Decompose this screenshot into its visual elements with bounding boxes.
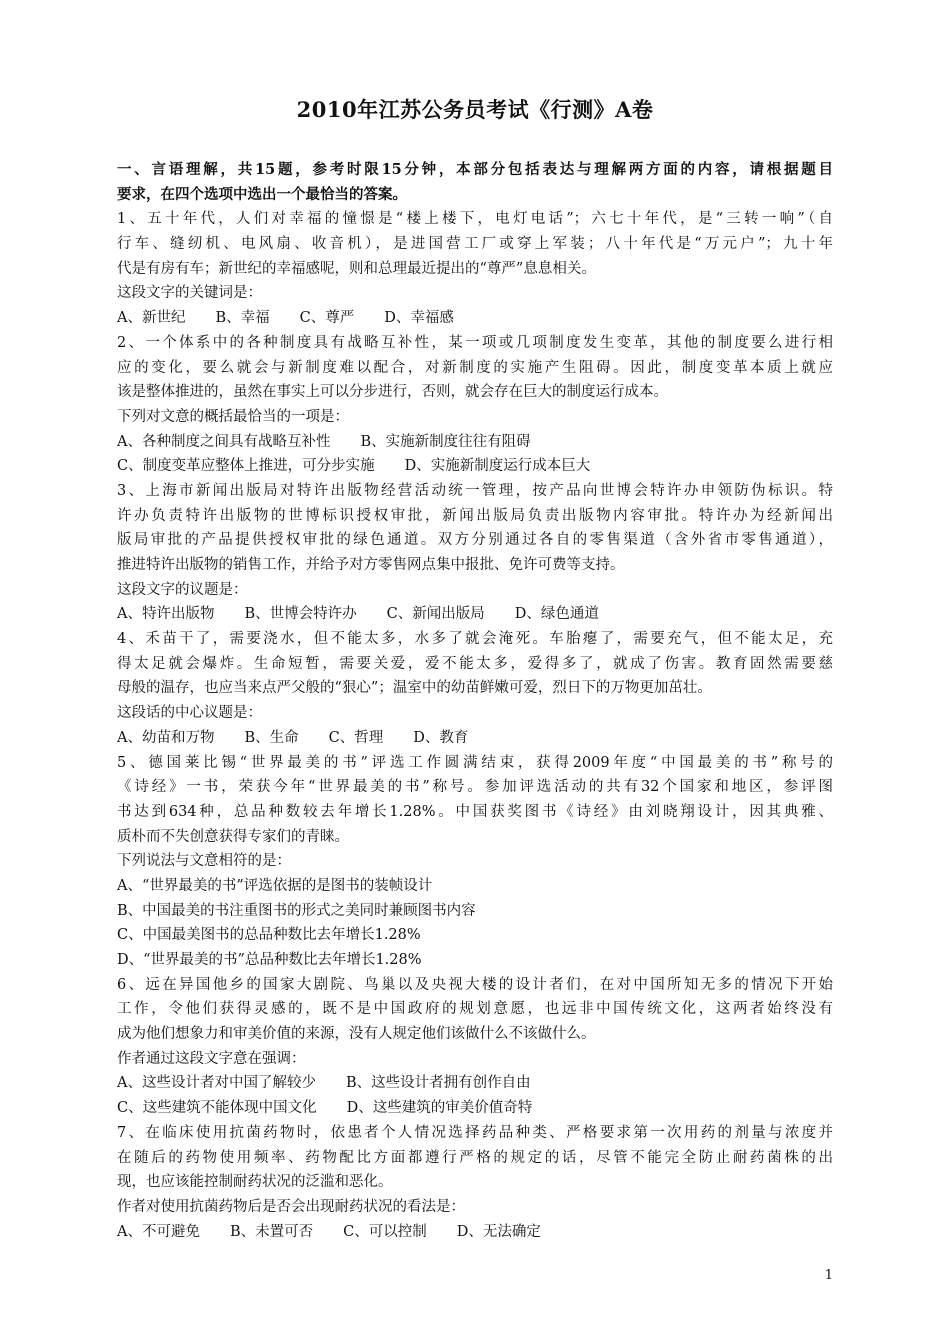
options-row <box>117 1220 833 1245</box>
options-row <box>117 1096 833 1121</box>
answer-option: A、新世纪 <box>117 310 186 327</box>
question-text-line: 现，也应该能控制耐药状况的泛滥和恶化。 <box>117 1174 393 1191</box>
document-body <box>117 158 833 1244</box>
question-text-line: 4、禾苗干了，需要浇水，但不能太多，水多了就会淹死。车胎瘪了，需要充气，但不能太足，充 <box>117 631 833 648</box>
answer-option: A、幼苗和万物 <box>117 729 215 746</box>
question-text-line: 6、远在异国他乡的国家大剧院、鸟巢以及央视大楼的设计者们，在对中国所知无多的情况下开始 <box>117 976 833 993</box>
answer-option: D、绿色通道 <box>514 606 599 623</box>
answer-option: C、新闻出版局 <box>386 606 485 623</box>
question-text-line: 1、五十年代，人们对幸福的憧憬是“楼上楼下，电灯电话”；六七十年代，是“三转一响”（自 <box>117 211 833 228</box>
options-row <box>117 454 833 479</box>
question-text-line: 得太足就会爆炸。生命短暂，需要关爱，爱不能太多，爱得多了，就成了伤害。教育固然需要慈 <box>117 655 833 672</box>
question-text-line: 行车、缝纫机、电风扇、收音机），是进国营工厂或穿上军装；八十年代是“万元户”；九十年 <box>117 236 833 253</box>
answer-option: A、“世界最美的书”评选依据的是图书的装帧设计 <box>117 877 433 894</box>
question-text-line: 3、上海市新闻出版局对特许出版物经营活动统一管理，按产品向世博会特许办申领防伪标识。特 <box>117 482 833 499</box>
answer-option: A、这些设计者对中国了解较少 <box>117 1075 316 1092</box>
answer-option: D、幸福感 <box>384 310 454 327</box>
answer-option: D、无法确定 <box>456 1223 541 1240</box>
page-title: 2010年江苏公务员考试《行测》A卷 <box>296 97 654 122</box>
answer-option: A、不可避免 <box>117 1223 200 1240</box>
question-text-line: 该是整体推进的，虽然在事实上可以分步进行，否则，就会存在巨大的制度运行成本。 <box>117 384 668 401</box>
question-text-line: 母般的温存，也应当来点严父般的“狠心”；温室中的幼苗鲜嫩可爱，烈日下的万物更加茁壮。 <box>117 680 712 697</box>
answer-option: B、中国最美的书注重图书的形式之美同时兼顾图书内容 <box>117 902 476 919</box>
question-block <box>117 751 833 973</box>
options-row <box>117 948 833 973</box>
question-prompt: 作者通过这段文字意在强调： <box>117 1050 306 1067</box>
question-text-line: 代是有房有车；新世纪的幸福感呢，则和总理最近提出的“尊严”息息相关。 <box>117 260 596 277</box>
answer-option: C、这些建筑不能体现中国文化 <box>117 1100 317 1117</box>
options-row <box>117 602 833 627</box>
answer-option: B、未置可否 <box>229 1223 314 1240</box>
answer-option: C、尊严 <box>299 310 355 327</box>
answer-option: B、幸福 <box>215 310 270 327</box>
answer-option: A、特许出版物 <box>117 606 215 623</box>
question-prompt: 这段文字的关键词是： <box>117 285 262 302</box>
question-text-line: 推进特许出版物的销售工作，并给予对方零售网点集中报批、免许可费等支持。 <box>117 557 625 573</box>
question-block <box>117 973 833 1121</box>
options-row <box>117 306 833 331</box>
question-text-line: 版局审批的产品提供授权审批的绿色通道。双方分别通过各自的零售渠道（含外省市零售通道）， <box>117 532 833 549</box>
page-number: 1 <box>824 1268 833 1283</box>
question-text-line: 在随后的药物使用频率、药物配比方面都遵行严格的规定的话，尽管不能完全防止耐药菌株的出 <box>117 1149 833 1166</box>
answer-option: D、教育 <box>413 729 469 746</box>
answer-option: A、各种制度之间具有战略互补性 <box>117 433 331 450</box>
options-row <box>117 874 833 899</box>
question-text-line: 质朴而不失创意获得专家们的青睐。 <box>117 828 349 845</box>
options-row <box>117 430 833 455</box>
question-text-line: 许办负责特许出版物的世博标识授权审批，新闻出版局负责出版物内容审批。特许办为经新闻出 <box>117 507 833 524</box>
question-text-line: 5、德国莱比锡“世界最美的书”评选工作圆满结束，获得2009年度“中国最美的书”称号的 <box>117 754 833 771</box>
answer-option: B、实施新制度往往有阻碍 <box>360 433 531 450</box>
question-prompt: 下列对文意的概括最恰当的一项是： <box>117 408 349 425</box>
options-row <box>117 923 833 948</box>
question-block <box>117 331 833 479</box>
answer-option: D、“世界最美的书”总品种数比去年增长1.28% <box>117 952 422 968</box>
question-prompt: 这段话的中心议题是： <box>117 705 262 722</box>
answer-option: C、可以控制 <box>343 1223 427 1240</box>
section-heading-line: 一、言语理解，共15题，参考时限15分钟，本部分包括表达与理解两方面的内容，请根据题目 <box>117 161 833 178</box>
options-row <box>117 726 833 751</box>
question-block <box>117 627 833 750</box>
answer-option: C、中国最美图书的总品种数比去年增长1.28% <box>117 927 421 944</box>
section-heading-line: 要求，在四个选项中选出一个最恰当的答案。 <box>117 185 407 203</box>
question-text-line: 书达到634种，总品种数较去年增长1.28%。中国获奖图书《诗经》由刘晓翔设计，因其典雅、 <box>117 803 833 820</box>
options-row <box>117 1071 833 1096</box>
options-row <box>117 899 833 924</box>
answer-option: C、制度变革应整体上推进，可分步实施 <box>117 458 375 475</box>
question-prompt: 这段文字的议题是： <box>117 581 248 598</box>
question-text-line: 2、一个体系中的各种制度具有战略互补性，某一项或几项制度发生变革，其他的制度要么进行相 <box>117 334 833 351</box>
answer-option: C、哲理 <box>328 729 384 746</box>
answer-option: B、这些设计者拥有创作自由 <box>345 1075 531 1092</box>
question-text-line: 应的变化，要么就会与新制度难以配合，对新制度的实施产生阻碍。因此，制度变革本质上就应 <box>117 359 833 376</box>
question-prompt: 作者对使用抗菌药物后是否会出现耐药状况的看法是： <box>117 1198 465 1215</box>
question-block <box>117 1121 833 1244</box>
answer-option: B、世博会特许办 <box>244 606 357 623</box>
question-text-line: 工作，令他们获得灵感的，既不是中国政府的规划意愿，也远非中国传统文化，这两者始终没有 <box>117 1001 833 1018</box>
question-text-line: 成为他们想象力和审美价值的来源，没有人规定他们该做什么不该做什么。 <box>117 1026 596 1043</box>
answer-option: D、实施新制度运行成本巨大 <box>404 458 591 475</box>
question-text-line: 《诗经》一书，荣获今年“世界最美的书”称号。参加评选活动的共有32个国家和地区，参评图 <box>117 779 833 796</box>
answer-option: B、生命 <box>244 729 299 746</box>
question-block <box>117 479 833 627</box>
question-block <box>117 207 833 330</box>
question-text-line: 7、在临床使用抗菌药物时，依患者个人情况选择药品种类、严格要求第一次用药的剂量与浓度并 <box>117 1124 833 1141</box>
question-prompt: 下列说法与文意相符的是： <box>117 853 291 870</box>
answer-option: D、这些建筑的审美价值奇特 <box>346 1100 533 1117</box>
